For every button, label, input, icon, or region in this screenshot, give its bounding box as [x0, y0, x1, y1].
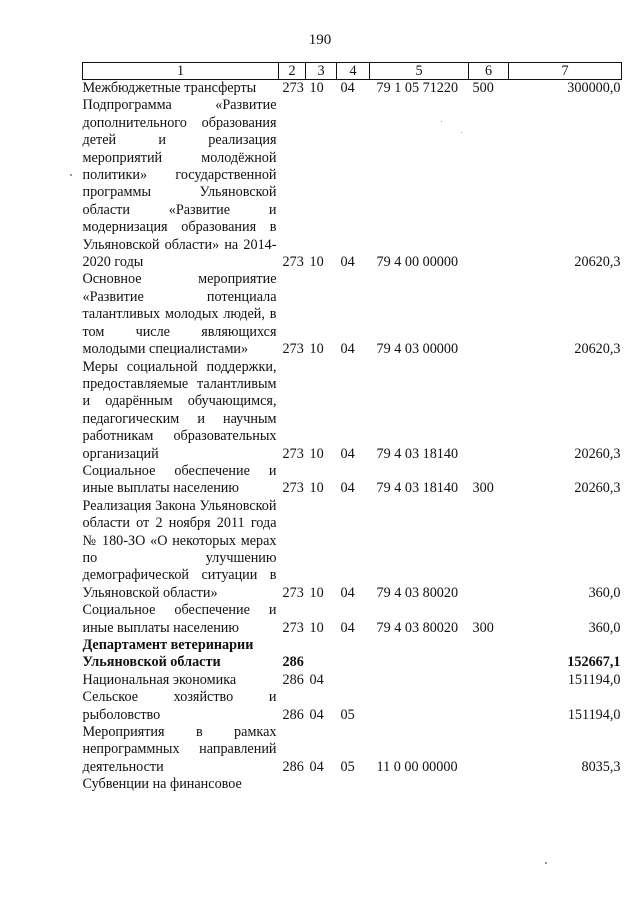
cell-csr: 79 1 05 71220 [376, 80, 459, 96]
cell-csr [370, 672, 469, 689]
header-col-pr: 4 [337, 63, 370, 80]
cell-amount: 151194,0 [567, 671, 621, 688]
table-body [83, 80, 622, 794]
cell-name: Социальное обеспечение и иные выплаты населению [82, 462, 277, 497]
cell-gr: 273 [282, 480, 304, 497]
cell-csr [370, 689, 469, 724]
cell-pr: 04 [340, 480, 355, 497]
cell-csr: 79 4 03 80020 [376, 619, 459, 636]
table-row [83, 359, 622, 463]
table-row [83, 672, 622, 689]
cell-name: Национальная экономика [82, 671, 237, 688]
cell-amount: 20260,3 [574, 445, 621, 462]
cell-gr: 273 [282, 341, 304, 358]
table-row [83, 637, 622, 672]
cell-name: Субвенции на финансовое [82, 776, 242, 793]
cell-vr [469, 498, 509, 602]
table-row [83, 776, 622, 793]
table-row [83, 498, 622, 602]
cell-name: Меры социальной поддержки, предоставляемые талантливым и одарённым обучающимся, педагогическим и научным работникам образовательных организаций [82, 358, 277, 462]
cell-csr: 79 4 03 80020 [376, 584, 459, 601]
cell-csr [370, 637, 469, 672]
cell-amount: 20620,3 [574, 341, 621, 358]
cell-rz: 04 [309, 706, 324, 723]
scan-speck [70, 174, 72, 176]
cell-name: Основное мероприятие «Развитие потенциала талантливых молодых людей, в том числе являющихся молодыми специалистами» [82, 271, 277, 358]
scan-speck [461, 132, 462, 133]
cell-gr: 286 [282, 706, 304, 723]
cell-vr [469, 689, 509, 724]
table-header [83, 63, 622, 80]
header-col-gr: 2 [279, 63, 306, 80]
cell-rz: 04 [309, 671, 324, 688]
cell-gr: 273 [282, 445, 304, 462]
cell-gr: 273 [282, 80, 304, 96]
cell-pr: 04 [340, 584, 355, 601]
cell-pr: 04 [340, 341, 355, 358]
cell-pr: 04 [340, 619, 355, 636]
cell-pr [337, 637, 370, 672]
cell-csr: 11 0 00 00000 [376, 758, 458, 775]
cell-vr [469, 672, 509, 689]
cell-amount [509, 776, 622, 793]
cell-name: Подпрограмма «Развитие дополнительного образования детей и реализация мероприятий молодёжной политики» государственной программы Ульяновской области «Развитие и модернизация образования в Ульяновской области» на 2014-2020 годы [82, 97, 277, 271]
cell-vr [469, 359, 509, 463]
cell-rz: 10 [309, 445, 324, 462]
cell-vr: 300 [472, 619, 494, 636]
cell-pr: 04 [340, 80, 355, 96]
cell-vr [469, 637, 509, 672]
page-number: 190 [308, 32, 332, 48]
cell-gr: 273 [282, 619, 304, 636]
cell-gr: 286 [282, 758, 304, 775]
cell-rz [306, 776, 337, 793]
cell-gr: 273 [282, 254, 304, 271]
cell-csr: 79 4 03 18140 [376, 480, 459, 497]
header-col-csr: 5 [370, 63, 469, 80]
cell-pr: 05 [340, 706, 355, 723]
header-col-name: 1 [83, 63, 279, 80]
cell-amount: 360,0 [588, 584, 621, 601]
cell-csr: 79 4 03 18140 [376, 445, 459, 462]
cell-csr [370, 776, 469, 793]
table-row [83, 602, 622, 637]
cell-name: Департамент ветеринарии Ульяновской области [82, 637, 254, 671]
cell-gr [279, 776, 306, 793]
cell-gr: 273 [282, 584, 304, 601]
scan-speck [441, 121, 442, 122]
cell-amount: 20260,3 [574, 480, 621, 497]
cell-amount: 20620,3 [574, 254, 621, 271]
cell-gr: 286 [282, 671, 304, 688]
table-row [83, 689, 622, 724]
cell-rz: 10 [309, 619, 324, 636]
cell-csr: 79 4 03 00000 [376, 341, 459, 358]
table-row [83, 97, 622, 271]
header-col-amount: 7 [509, 63, 622, 80]
cell-vr [469, 97, 509, 271]
cell-rz: 10 [309, 480, 324, 497]
cell-rz: 10 [309, 584, 324, 601]
cell-pr: 05 [340, 758, 355, 775]
cell-name: Межбюджетные трансферты [82, 80, 257, 96]
budget-table [82, 62, 622, 794]
cell-name: Мероприятия в рамках непрограммных направлений деятельности [82, 724, 277, 775]
table-row [83, 80, 622, 98]
cell-name: Сельское хозяйство и рыболовство [82, 689, 277, 723]
cell-vr: 500 [472, 80, 494, 96]
header-col-vr: 6 [469, 63, 509, 80]
scan-speck [545, 862, 547, 864]
cell-vr [469, 724, 509, 776]
table-row [83, 271, 622, 358]
cell-rz [306, 637, 337, 672]
cell-pr: 04 [340, 445, 355, 462]
cell-vr [469, 271, 509, 358]
cell-pr: 04 [340, 254, 355, 271]
cell-amount: 8035,3 [581, 758, 621, 775]
cell-pr [337, 672, 370, 689]
cell-name: Реализация Закона Ульяновской области от 2 ноября 2011 года № 180-ЗО «О некоторых мерах по улучшению демографической ситуации в Ульяновской области» [82, 497, 277, 601]
cell-vr [469, 776, 509, 793]
table-row [83, 463, 622, 498]
cell-rz: 10 [309, 80, 324, 96]
cell-rz: 10 [309, 341, 324, 358]
cell-pr [337, 776, 370, 793]
cell-rz: 10 [309, 254, 324, 271]
cell-amount: 300000,0 [567, 80, 621, 96]
cell-gr: 286 [282, 654, 304, 671]
header-row [83, 63, 622, 80]
cell-name: Социальное обеспечение и иные выплаты населению [82, 602, 277, 636]
cell-vr: 300 [472, 480, 494, 497]
cell-amount: 360,0 [588, 619, 621, 636]
header-col-rz: 3 [306, 63, 337, 80]
cell-rz: 04 [309, 758, 324, 775]
table-row [83, 724, 622, 776]
cell-amount: 151194,0 [567, 706, 621, 723]
cell-amount: 152667,1 [567, 654, 621, 671]
cell-csr: 79 4 00 00000 [376, 254, 459, 271]
